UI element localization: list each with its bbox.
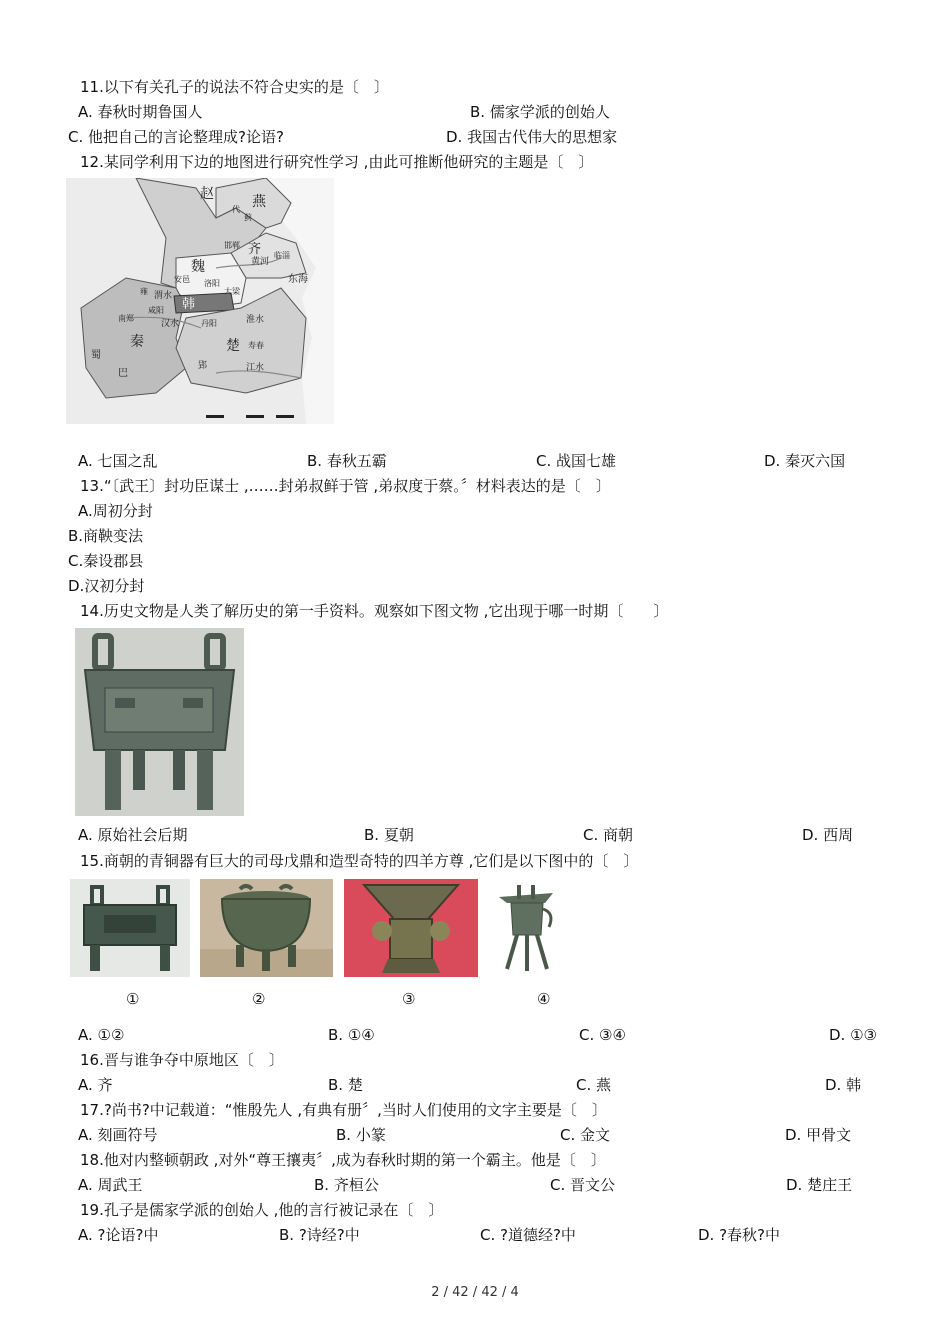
page-number: 2 / 42 / 42 / 4 [431,1285,519,1300]
map-label-hanshui: 汉水 [161,319,180,329]
map-label-xianyang: 咸阳 [148,306,164,315]
q16-option-b: B. 楚 [328,1076,363,1094]
question-18-stem: 18.他对内整顿朝政 ,对外“尊王攘夷〞,成为春秋时期的第一个霸主。他是〔 〕 [80,1151,606,1169]
q17-option-d: D. 甲骨文 [785,1126,852,1144]
map-label-danyang: 丹阳 [201,319,217,328]
map-label-jiangshui: 江水 [246,363,265,373]
q18-option-d: D. 楚庄王 [786,1176,853,1194]
question-11-stem: 11.以下有关孔子的说法不符合史实的是〔 〕 [80,78,389,96]
map-label-linzi: 临淄 [274,251,290,260]
q16-option-c: C. 燕 [576,1076,612,1094]
image-caption-3: ③ [402,990,416,1008]
map-label-yong: 雍 [140,287,148,296]
map-label-qin: 秦 [130,334,144,350]
map-label-han: 韩 [182,297,196,312]
q13-option-d: D.汉初分封 [68,577,145,595]
map-label-chu: 楚 [226,338,240,354]
map-label-dai: 代 [232,205,240,214]
image-caption-2: ② [252,990,266,1008]
image-caption-1: ① [126,990,140,1008]
q18-option-c: C. 晋文公 [550,1176,616,1194]
question-16-stem: 16.晋与谁争夺中原地区〔 〕 [80,1051,284,1069]
map-label-shu: 蜀 [91,350,101,361]
map-label-weishui: 渭水 [154,291,173,301]
q14-option-d: D. 西周 [802,826,854,844]
q13-option-b: B.商鞅变法 [68,527,144,545]
map-label-ji: 蓟 [244,213,252,222]
q14-option-a: A. 原始社会后期 [78,826,188,844]
question-12-stem: 12.某同学利用下边的地图进行研究性学习 ,由此可推断他研究的主题是〔 〕 [80,153,594,171]
q18-option-b: B. 齐桓公 [314,1176,379,1194]
q13-option-c: C.秦设郡县 [68,552,144,570]
bronze-image-1 [70,879,190,977]
map-label-anyi: 安邑 [174,275,190,284]
map-label-huanghe: 黄河 [251,257,270,267]
question-14-stem: 14.历史文物是人类了解历史的第一手资料。观察如下图文物 ,它出现于哪一时期〔 〕 [80,602,669,620]
map-label-luoyang: 洛阳 [204,279,220,288]
question-17-stem: 17.?尚书?中记载道：“惟殷先人 ,有典有册〞,当时人们使用的文字主要是〔 〕 [80,1101,607,1119]
map-label-nanzheng: 南郑 [118,314,134,323]
q17-option-b: B. 小篆 [336,1126,386,1144]
question-19-stem: 19.孔子是儒家学派的创始人 ,他的言行被记录在〔 〕 [80,1201,444,1219]
map-label-wei: 魏 [191,259,205,275]
q12-option-a: A. 七国之乱 [78,452,158,470]
bronze-image-2 [200,879,333,977]
bronze-image-3 [344,879,478,977]
q17-option-c: C. 金文 [560,1126,611,1144]
image-caption-4: ④ [537,990,551,1008]
q12-option-b: B. 春秋五霸 [307,452,387,470]
q12-option-c: C. 战国七雄 [536,452,617,470]
bronze-image-4 [487,879,567,977]
bronze-ding-photo [75,628,244,816]
q19-option-d: D. ?春秋?中 [698,1226,781,1244]
q19-option-b: B. ?诗经?中 [279,1226,360,1244]
map-label-daliang: 大梁 [224,287,240,296]
q11-option-b: B. 儒家学派的创始人 [470,103,610,121]
map-label-ying: 郢 [198,361,208,371]
q11-option-a: A. 春秋时期鲁国人 [78,103,203,121]
q11-option-d: D. 我国古代伟大的思想家 [446,128,618,146]
map-label-donghai: 东海 [288,274,308,285]
q14-option-c: C. 商朝 [583,826,634,844]
q15-option-a: A. ①② [78,1026,125,1044]
question-15-stem: 15.商朝的青铜器有巨大的司母戊鼎和造型奇特的四羊方尊 ,它们是以下图中的〔 〕 [80,852,639,870]
map-label-zhao: 赵 [200,186,214,202]
map-label-qi: 齐 [248,242,262,257]
warring-states-map [66,178,334,424]
q15-option-b: B. ①④ [328,1026,375,1044]
map-label-shouchun: 寿春 [248,341,264,350]
q15-option-c: C. ③④ [579,1026,626,1044]
q16-option-d: D. 韩 [825,1076,862,1094]
q17-option-a: A. 刻画符号 [78,1126,158,1144]
question-13-stem: 13.“〔武王〕封功臣谋士 ,……封弟叔鲜于管 ,弟叔度于蔡。〞材料表达的是〔 〕 [80,477,611,495]
q15-option-d: D. ①③ [829,1026,877,1044]
q12-option-d: D. 秦灭六国 [764,452,846,470]
q13-option-a: A.周初分封 [78,502,153,520]
q18-option-a: A. 周武王 [78,1176,143,1194]
map-label-huaishui: 淮水 [246,315,265,325]
map-label-yan: 燕 [252,194,266,210]
q16-option-a: A. 齐 [78,1076,113,1094]
map-label-handan: 邯郸 [224,241,240,250]
q19-option-c: C. ?道德经?中 [480,1226,576,1244]
q19-option-a: A. ?论语?中 [78,1226,159,1244]
q14-option-b: B. 夏朝 [364,826,414,844]
map-label-ba: 巴 [118,368,128,379]
q11-option-c: C. 他把自己的言论整理成?论语? [68,128,284,146]
